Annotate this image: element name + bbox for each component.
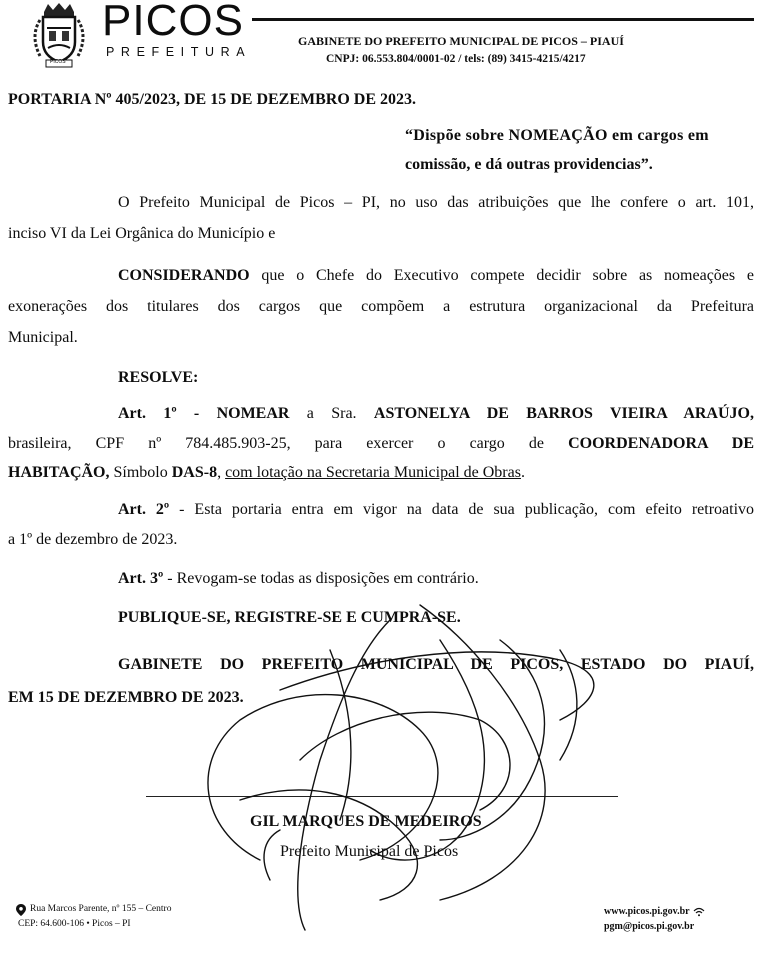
art2-line-1 (118, 498, 754, 522)
considerando-text: que o Chefe do Executivo compete decidir sobre as nomeações e (249, 267, 754, 284)
considerando-line-3: Municipal. (8, 329, 78, 346)
art1-comma: , (217, 464, 226, 481)
address-line-2: CEP: 64.600-106 • Picos – PI (18, 919, 131, 929)
wifi-icon (693, 907, 705, 917)
considerando-keyword: CONSIDERANDO (118, 267, 250, 284)
considerando-line-1 (118, 264, 754, 288)
art1-role-part1: COORDENADORA DE (568, 435, 754, 452)
closing-line-1: GABINETE DO PREFEITO MUNICIPAL DE PICOS, ESTADO DO PIAUÍ, (118, 656, 754, 673)
art2-text: - Esta portaria entra em vigor na data de sua publicação, com efeito retroativo (169, 501, 755, 518)
location-pin-icon (16, 904, 26, 916)
logo-title: PICOS (102, 0, 244, 45)
art1-role-part2: HABITAÇÃO, (8, 464, 110, 481)
art1-period: . (520, 464, 525, 481)
art1-simbolo-label: Símbolo (109, 464, 172, 481)
art1-line-1 (118, 402, 754, 426)
art1-line-2 (8, 432, 754, 456)
art3-text: - Revogam-se todas as disposições em contrário. (163, 570, 479, 587)
header-gabinete: GABINETE DO PREFEITO MUNICIPAL DE PICOS – PIAUÍ (298, 34, 624, 48)
footer-contact (604, 904, 705, 934)
footer-email[interactable]: pgm@picos.pi.gov.br (604, 921, 695, 932)
closing-line-2: EM 15 DE DEZEMBRO DE 2023. (8, 689, 244, 706)
portaria-title: PORTARIA Nº 405/2023, DE 15 DE DEZEMBRO DE 2023. (8, 91, 417, 108)
art1-lotacao: com lotação na Secretaria Municipal de Obras (225, 464, 521, 481)
preamble-line-1: O Prefeito Municipal de Picos – PI, no uso das atribuições que lhe confere o art. 101, (118, 194, 754, 211)
logo-subtitle: PREFEITURA (106, 45, 252, 59)
signatory-role: Prefeito Municipal de Picos (280, 843, 459, 860)
publique-line: PUBLIQUE-SE, REGISTRE-SE E CUMPRA-SE. (118, 609, 461, 626)
signatory-name: GIL MARQUES DE MEDEIROS (250, 813, 482, 830)
header-cnpj: CNPJ: 06.553.804/0001-02 / tels: (89) 3415-4215/4217 (326, 53, 586, 65)
art1-line-3 (8, 461, 525, 485)
footer-website[interactable]: www.picos.pi.gov.br (604, 906, 690, 917)
header-divider (252, 18, 754, 21)
footer-address (16, 902, 171, 932)
ementa-line-1: “Dispõe sobre NOMEAÇÃO em cargos em (405, 127, 709, 144)
art1-simbolo-value: DAS-8 (171, 464, 218, 481)
signature-rule (146, 796, 618, 797)
address-line-1: Rua Marcos Parente, nº 155 – Centro (30, 904, 172, 914)
art3-label: Art. 3º (118, 570, 164, 587)
art2-label: Art. 2º (118, 501, 170, 518)
considerando-line-2: exonerações dos titulares dos cargos que compõem a estrutura organizacional da Prefeitura (8, 298, 754, 315)
art1-label: Art. 1º - NOMEAR (118, 405, 290, 422)
art2-line-2: a 1º de dezembro de 2023. (8, 531, 178, 548)
art1-nominee-name: ASTONELYA DE BARROS VIEIRA ARAÚJO, (373, 405, 754, 422)
crest-motto: PICOS (50, 59, 66, 65)
art1-mid: a Sra. (289, 405, 374, 422)
preamble-line-2: inciso VI da Lei Orgânica do Município e (8, 225, 276, 242)
resolve-heading: RESOLVE: (118, 369, 199, 386)
art3-line (118, 567, 479, 591)
art1-line2-text: brasileira, CPF nº 784.485.903-25, para exercer o cargo de (8, 435, 569, 452)
ementa-line-2: comissão, e dá outras providencias”. (405, 156, 653, 173)
page-header (0, 0, 768, 80)
